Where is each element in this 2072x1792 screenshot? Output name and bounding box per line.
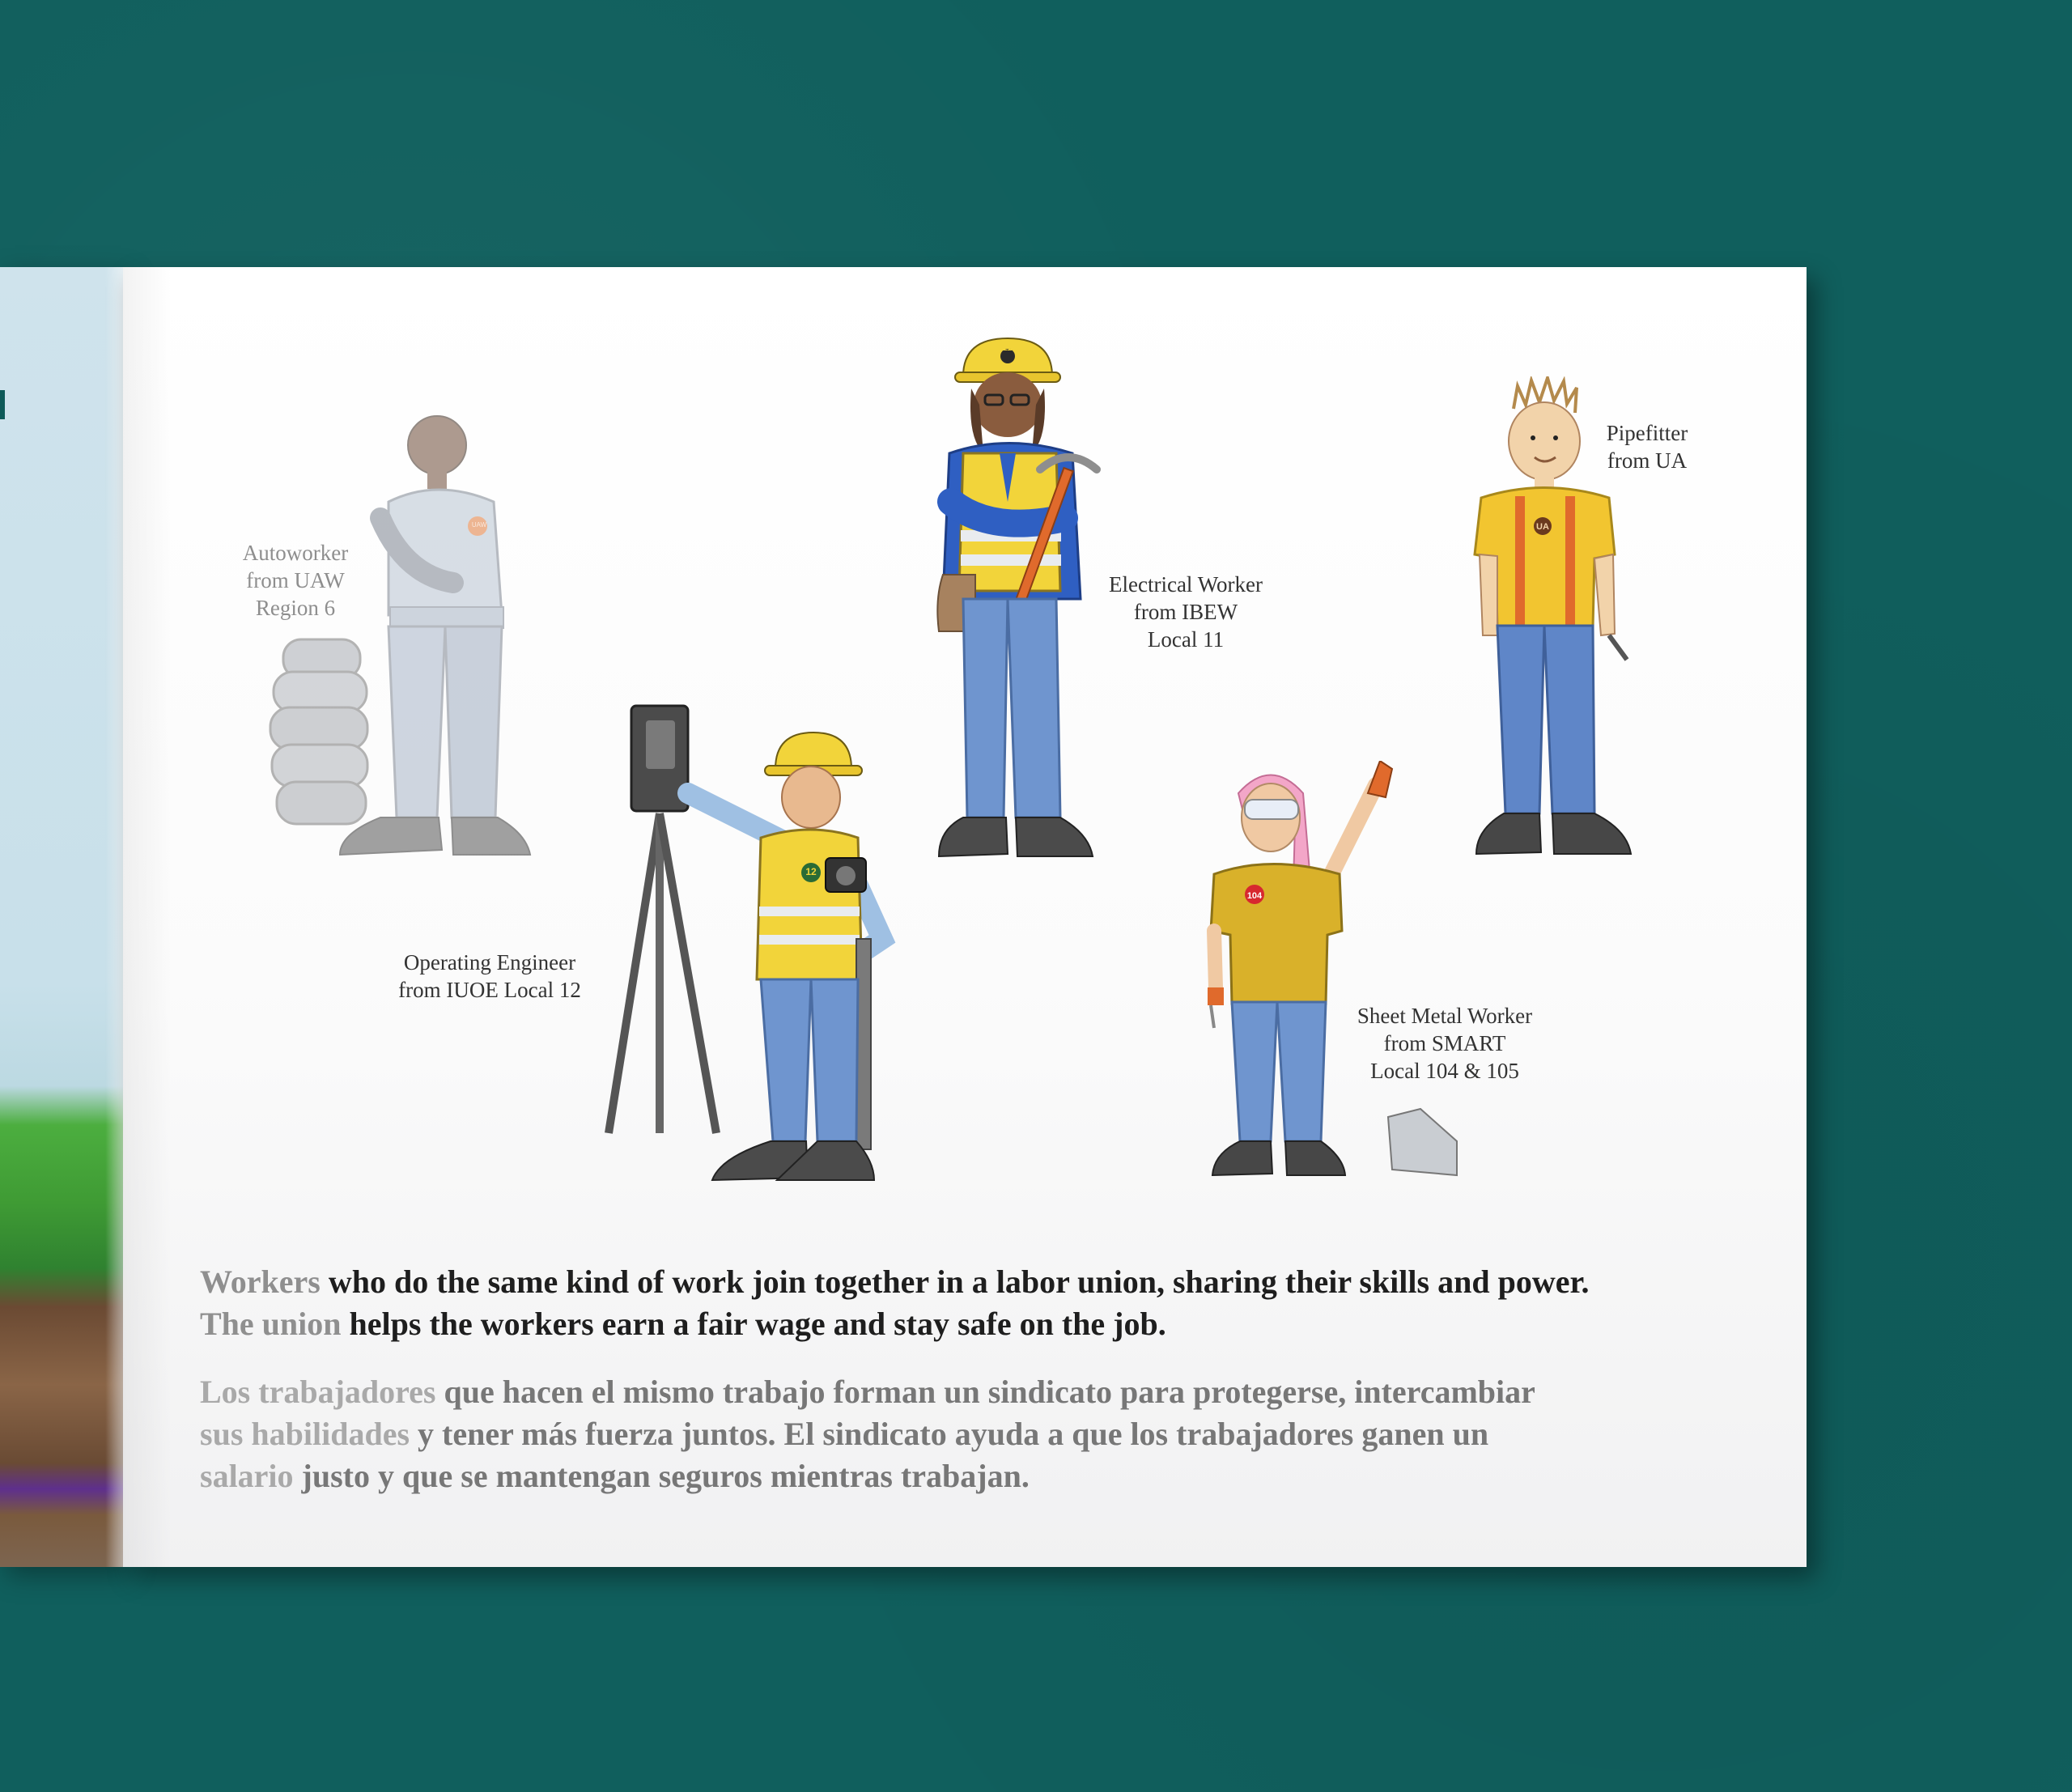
smart-shirt-badge: 104 <box>1246 891 1263 901</box>
caption-union: from IBEW <box>1133 600 1238 624</box>
autoworker-caption <box>219 539 372 622</box>
spanish-line: sus habilidades y tener más fuerza juntos. El sindicato ayuda a que los trabajadores ganen un <box>200 1416 1489 1452</box>
pipefitter-caption <box>1578 419 1716 474</box>
english-line: The union helps the workers earn a fair wage and stay safe on the job. <box>200 1306 1166 1342</box>
caption-local: Local 104 & 105 <box>1370 1059 1519 1083</box>
binding-shadow <box>123 267 172 1567</box>
sheet-metal-worker-caption <box>1327 1002 1562 1085</box>
caption-role: Autoworker <box>242 541 349 565</box>
caption-union: from SMART <box>1383 1031 1506 1055</box>
ibew-hat-badge: 11 <box>1001 342 1013 353</box>
caption-role: Pipefitter <box>1606 421 1688 445</box>
english-paragraph <box>200 1261 1770 1345</box>
caption-role: Sheet Metal Worker <box>1357 1004 1533 1028</box>
sheet-metal-worker-illustration <box>1198 761 1489 1182</box>
operating-engineer-illustration <box>599 696 906 1190</box>
caption-union: from UAW <box>246 568 345 592</box>
survey-tripod-icon <box>609 706 716 1133</box>
uaw-patch-badge: UAW <box>471 521 487 529</box>
page-marker <box>0 390 5 419</box>
caption-local: Local 11 <box>1147 627 1225 652</box>
page-crease <box>105 267 123 1567</box>
spanish-line: Los trabajadores que hacen el mismo trabajo forman un sindicato para protegerse, intercambiar <box>200 1374 1535 1410</box>
ua-shirt-badge: UA <box>1536 522 1549 532</box>
english-line: Workers who do the same kind of work join together in a labor union, sharing their skills and power. <box>200 1263 1590 1300</box>
electrical-worker-caption <box>1076 571 1295 653</box>
caption-union: from UA <box>1607 448 1688 473</box>
caption-role: Operating Engineer <box>403 950 576 975</box>
autoworker-illustration <box>259 397 542 874</box>
iuoe-vest-badge: 12 <box>805 866 817 877</box>
operating-engineer-caption <box>356 949 623 1004</box>
previous-page-edge <box>0 267 123 1567</box>
caption-role: Electrical Worker <box>1109 572 1263 597</box>
spanish-paragraph <box>200 1371 1770 1497</box>
caption-local: Region 6 <box>255 596 336 620</box>
caption-union: from IUOE Local 12 <box>398 978 581 1002</box>
spanish-line: salario justo y que se mantengan seguros mientras trabajan. <box>200 1458 1030 1494</box>
tire-stack-icon <box>270 639 367 824</box>
